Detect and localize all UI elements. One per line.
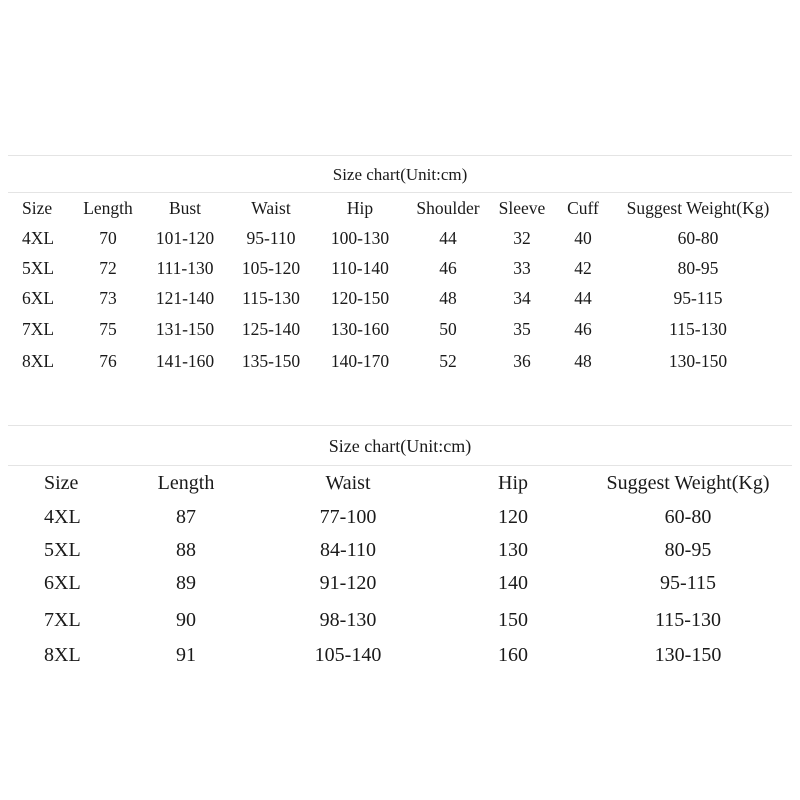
table-cell: 48	[574, 351, 592, 371]
column-header: Hip	[346, 198, 374, 218]
table-cell: 80-95	[664, 539, 712, 561]
table-cell: 52	[439, 351, 457, 371]
table-cell: 90	[176, 609, 196, 631]
table-cell: 75	[99, 319, 117, 339]
table-cell: 98-130	[319, 609, 377, 631]
table-cell: 131-150	[155, 319, 215, 339]
table-cell: 33	[513, 258, 531, 278]
column-header: Cuff	[567, 198, 599, 218]
table-cell: 101-120	[155, 228, 215, 248]
table-cell: 76	[99, 351, 117, 371]
table-cell: 130-150	[654, 644, 722, 666]
column-header: Sleeve	[498, 198, 546, 218]
title-divider-line	[8, 465, 792, 466]
size-label: 4XL	[22, 228, 55, 248]
column-header: Waist	[325, 472, 371, 494]
column-header: Length	[157, 472, 215, 494]
table-cell: 160	[498, 644, 528, 666]
table-cell: 120-150	[330, 288, 390, 308]
title-divider-line	[8, 192, 792, 193]
table-cell: 115-130	[669, 319, 727, 339]
top-border-line	[8, 425, 792, 426]
column-header: Bust	[168, 198, 202, 218]
table-cell: 125-140	[241, 319, 301, 339]
column-header: Shoulder	[416, 198, 480, 218]
table-cell: 121-140	[155, 288, 215, 308]
table-cell: 130-160	[330, 319, 390, 339]
column-header: Hip	[498, 472, 528, 494]
table-cell: 35	[513, 319, 531, 339]
size-label: 5XL	[22, 258, 55, 278]
top-border-line	[8, 155, 792, 156]
table-cell: 88	[176, 539, 196, 561]
size-label: 6XL	[44, 572, 81, 594]
table-cell: 42	[574, 258, 592, 278]
size-label: 7XL	[44, 609, 81, 631]
table-cell: 34	[513, 288, 531, 308]
chart-title: Size chart(Unit:cm)	[328, 436, 472, 456]
table-cell: 135-150	[241, 351, 301, 371]
table-cell: 110-140	[331, 258, 389, 278]
table-cell: 95-110	[246, 228, 296, 248]
size-label: 7XL	[22, 319, 55, 339]
table-cell: 70	[99, 228, 117, 248]
table-cell: 44	[574, 288, 592, 308]
table-cell: 91	[176, 644, 196, 666]
size-label: 4XL	[44, 506, 81, 528]
column-header: Size	[22, 198, 53, 218]
table-cell: 105-140	[314, 644, 382, 666]
chart-title: Size chart(Unit:cm)	[332, 165, 468, 184]
table-cell: 105-120	[241, 258, 301, 278]
table-cell: 80-95	[677, 258, 719, 278]
table-cell: 115-130	[242, 288, 300, 308]
column-header: Suggest Weight(Kg)	[606, 472, 770, 494]
table-cell: 48	[439, 288, 457, 308]
table-cell: 60-80	[664, 506, 712, 528]
table-cell: 95-115	[673, 288, 723, 308]
table-cell: 40	[574, 228, 592, 248]
table-cell: 141-160	[155, 351, 215, 371]
column-header: Suggest Weight(Kg)	[626, 198, 770, 218]
table-cell: 89	[176, 572, 196, 594]
table-cell: 36	[513, 351, 531, 371]
table-cell: 77-100	[319, 506, 377, 528]
table-cell: 100-130	[330, 228, 390, 248]
table-cell: 120	[498, 506, 528, 528]
table-cell: 32	[513, 228, 531, 248]
table-cell: 73	[99, 288, 117, 308]
table-cell: 44	[439, 228, 457, 248]
table-cell: 46	[574, 319, 592, 339]
table-cell: 115-130	[655, 609, 721, 631]
table-cell: 130	[498, 539, 528, 561]
table-cell: 60-80	[677, 228, 719, 248]
table-cell: 111-130	[156, 258, 214, 278]
table-cell: 140	[498, 572, 528, 594]
size-chart-top	[8, 155, 792, 400]
table-cell: 72	[99, 258, 117, 278]
table-cell: 95-115	[660, 572, 716, 594]
size-label: 8XL	[44, 644, 81, 666]
table-cell: 91-120	[319, 572, 377, 594]
table-cell: 140-170	[330, 351, 390, 371]
table-cell: 50	[439, 319, 457, 339]
size-label: 6XL	[22, 288, 55, 308]
table-cell: 46	[439, 258, 457, 278]
table-cell: 84-110	[320, 539, 376, 561]
table-cell: 130-150	[668, 351, 728, 371]
size-label: 8XL	[22, 351, 55, 371]
table-cell: 150	[498, 609, 528, 631]
column-header: Length	[83, 198, 133, 218]
column-header: Size	[44, 472, 79, 494]
size-label: 5XL	[44, 539, 81, 561]
table-cell: 87	[176, 506, 196, 528]
column-header: Waist	[251, 198, 291, 218]
size-chart-bottom	[8, 425, 792, 675]
